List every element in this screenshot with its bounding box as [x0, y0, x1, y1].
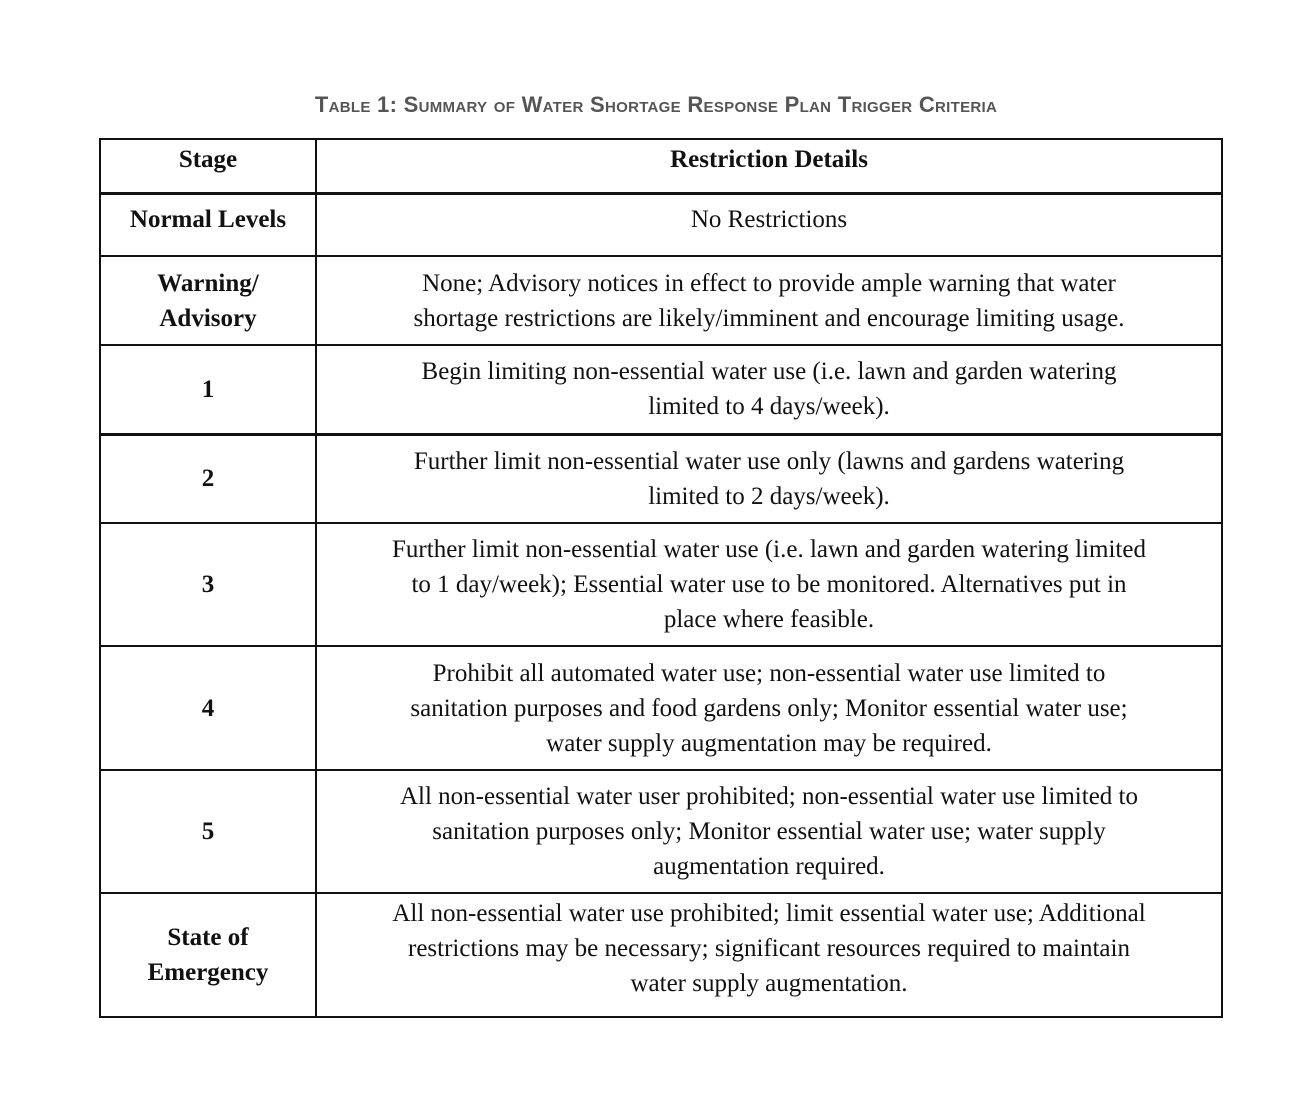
stage-line: 1: [201, 375, 215, 403]
details-cell: [316, 193, 1222, 256]
details-cell: [316, 646, 1222, 770]
details-line: No Restrictions: [690, 205, 848, 233]
stage-line: Warning/: [157, 269, 259, 297]
details-line: Prohibit all automated water use; non-essential water use limited to: [432, 659, 1106, 687]
stage-cell: [100, 893, 316, 1017]
stage-line: Normal Levels: [129, 205, 287, 233]
details-line: place where feasible.: [663, 606, 875, 633]
table-row: [100, 523, 1222, 646]
details-line: shortage restrictions are likely/imminent and encourage limiting usage.: [413, 304, 1125, 332]
stage-cell: [100, 770, 316, 893]
details-cell: [316, 434, 1222, 523]
table-row: [100, 345, 1222, 434]
stage-line: 4: [201, 694, 215, 722]
table-row: [100, 893, 1222, 1017]
details-cell: [316, 770, 1222, 893]
stage-line: 5: [201, 818, 215, 845]
details-cell: [316, 345, 1222, 434]
table-header-row: [100, 139, 1222, 193]
table-row: [100, 434, 1222, 523]
table-caption: Table 1: Summary of Water Shortage Response Plan Trigger Criteria: [314, 92, 998, 117]
stage-cell: [100, 523, 316, 646]
stage-cell: [100, 345, 316, 434]
details-line: All non-essential water use prohibited; limit essential water use; Additional: [392, 900, 1146, 927]
header-stage: Stage: [100, 139, 316, 193]
trigger-criteria-table: [99, 138, 1223, 1018]
stage-cell: [100, 434, 316, 523]
details-line: Begin limiting non-essential water use (i.e. lawn and garden watering: [421, 358, 1117, 386]
details-line: All non-essential water user prohibited; non-essential water use limited to: [399, 783, 1138, 810]
table-row: [100, 193, 1222, 256]
details-line: sanitation purposes and food gardens only; Monitor essential water use;: [410, 694, 1128, 722]
details-line: water supply augmentation may be required.: [546, 729, 992, 757]
details-cell: [316, 523, 1222, 646]
table-row: [100, 770, 1222, 893]
details-line: limited to 2 days/week).: [648, 482, 890, 510]
details-line: Further limit non-essential water use only (lawns and gardens watering: [413, 447, 1125, 475]
stage-line: Emergency: [147, 959, 269, 986]
stage-cell: [100, 193, 316, 256]
details-line: sanitation purposes only; Monitor essential water use; water supply: [432, 818, 1106, 845]
table-row: [100, 256, 1222, 345]
stage-line: 2: [201, 465, 215, 493]
details-line: restrictions may be necessary; significant resources required to maintain: [408, 935, 1130, 962]
details-line: augmentation required.: [653, 853, 885, 880]
stage-line: 3: [201, 571, 215, 598]
details-line: None; Advisory notices in effect to provide ample warning that water: [422, 269, 1116, 297]
stage-cell: [100, 646, 316, 770]
details-cell: [316, 893, 1222, 1017]
details-line: Further limit non-essential water use (i.e. lawn and garden watering limited: [392, 536, 1146, 563]
header-restriction-details: Restriction Details: [316, 139, 1222, 193]
stage-cell: [100, 256, 316, 345]
details-line: limited to 4 days/week).: [648, 393, 890, 421]
details-line: water supply augmentation.: [630, 970, 908, 997]
details-cell: [316, 256, 1222, 345]
table-row: [100, 646, 1222, 770]
stage-line: Advisory: [159, 304, 257, 332]
stage-line: State of: [167, 924, 249, 951]
details-line: to 1 day/week); Essential water use to be monitored. Alternatives put in: [411, 571, 1127, 598]
